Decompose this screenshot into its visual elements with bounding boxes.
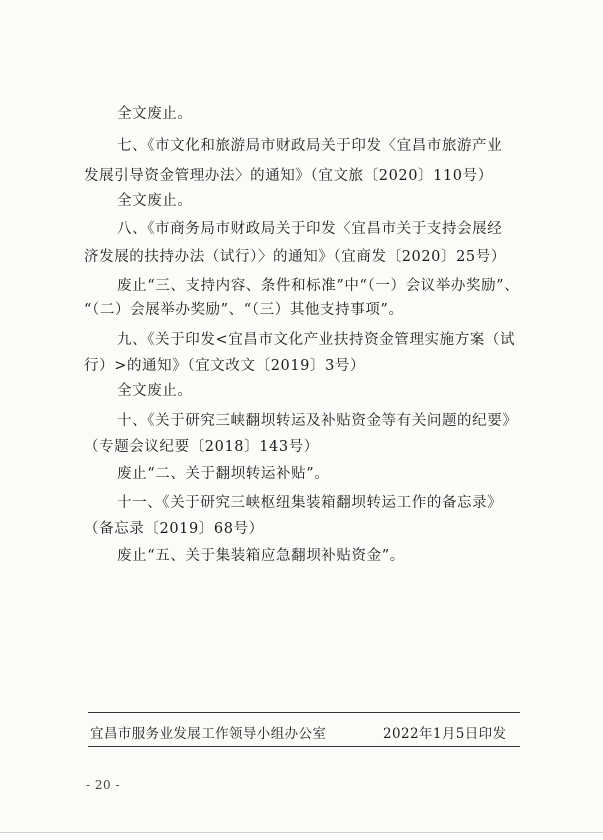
- text-line-16: （备忘录〔2019〕68号）: [84, 521, 264, 537]
- text-line-5: 八、《市商务局市财政局关于印发〈宜昌市关于支持会展经: [117, 221, 503, 237]
- footer-issuer: 宜昌市服务业发展工作领导小组办公室: [90, 726, 327, 742]
- text-line-4: 全文废止。: [117, 193, 193, 209]
- text-line-11: 全文废止。: [117, 383, 193, 399]
- text-line-17: 废止“五、关于集装箱应急翻坝补贴资金”。: [117, 548, 405, 564]
- text-line-14: 废止“二、关于翻坝转运补贴”。: [117, 466, 330, 482]
- text-line-8: “（二）会展举办奖励”、“（三）其他支持事项”。: [84, 302, 404, 318]
- text-line-12: 十、《关于研究三峡翻坝转运及补贴资金等有关问题的纪要》: [117, 413, 518, 429]
- text-line-2: 七、《市文化和旅游局市财政局关于印发〈宜昌市旅游产业: [117, 138, 503, 154]
- text-line-10: 行）>的通知》（宜文改文〔2019〕3号）: [84, 358, 366, 374]
- text-line-9: 九、《关于印发<宜昌市文化产业扶持资金管理实施方案（试: [117, 332, 516, 348]
- text-line-13: （专题会议纪要〔2018〕143号）: [84, 439, 319, 455]
- page-number: - 20 -: [86, 778, 121, 792]
- footer-top-rule: [88, 712, 520, 713]
- text-line-6: 济发展的扶持办法（试行）〉的通知》（宜商发〔2020〕25号）: [84, 249, 506, 265]
- page-edge-rule: [0, 832, 603, 833]
- footer-bottom-rule: [88, 746, 520, 747]
- footer-date: 2022年1月5日印发: [383, 726, 507, 742]
- text-line-7: 废止“三、支持内容、条件和标准”中“（一）会议举办奖励”、: [117, 278, 520, 294]
- text-line-15: 十一、《关于研究三峡枢纽集装箱翻坝转运工作的备忘录》: [117, 495, 503, 511]
- text-line-3: 发展引导资金管理办法〉的通知》（宜文旅〔2020〕110号）: [84, 168, 493, 184]
- text-line-1: 全文废止。: [117, 106, 193, 122]
